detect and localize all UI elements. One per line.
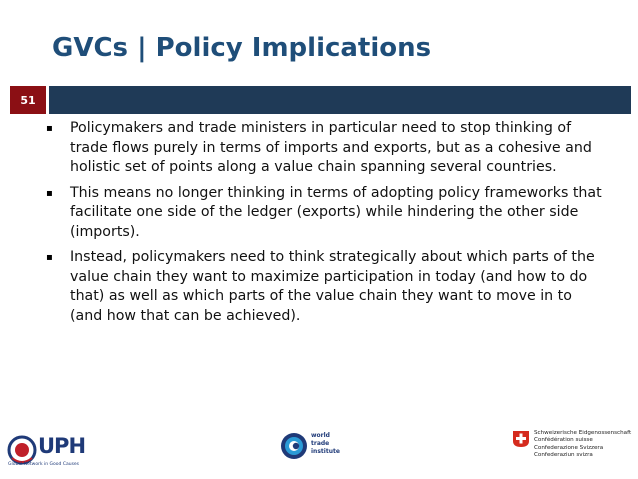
uph-logo-text: UPH: [38, 434, 86, 458]
uph-tagline: Global Network in Good Causes: [8, 462, 80, 467]
bullet-text: Instead, policymakers need to think strategically about which parts of the value chain they want to maximize participation in today (and how to do that) as well as which parts of the value chain they want to move in to (and how that can be achieved).: [70, 249, 595, 324]
bullet-icon: ▪: [46, 123, 53, 134]
list-item: [46, 248, 606, 326]
bullet-icon: ▪: [46, 187, 53, 199]
bullet-text: Policymakers and trade ministers in particular need to stop thinking of trade flows purely in terms of imports and exports, but as a cohesive and holistic set of points along a value chain spanning several countries.: [70, 120, 592, 175]
bullet-icon: ▪: [46, 252, 53, 263]
list-item: [46, 184, 606, 243]
bullet-text: This means no longer thinking in terms of adopting policy frameworks that facilitate one side of the ledger (exports) while hindering the other side (imports).: [70, 184, 602, 240]
wti-logo-text: world trade institute: [311, 432, 340, 455]
list-item: [46, 119, 606, 178]
swiss-confederation-text: Schweizerische Eidgenossenschaft Confédération suisse Confederazione Svizzera Confederaziun svizra: [534, 430, 632, 458]
bullet-list: [46, 119, 606, 332]
wti-logo-icon: [280, 432, 308, 460]
swiss-cross-icon: [512, 430, 530, 448]
slide-title: GVCs | Policy Implications: [52, 33, 432, 63]
slide-number: 51: [10, 86, 46, 114]
header-band: [49, 86, 631, 114]
